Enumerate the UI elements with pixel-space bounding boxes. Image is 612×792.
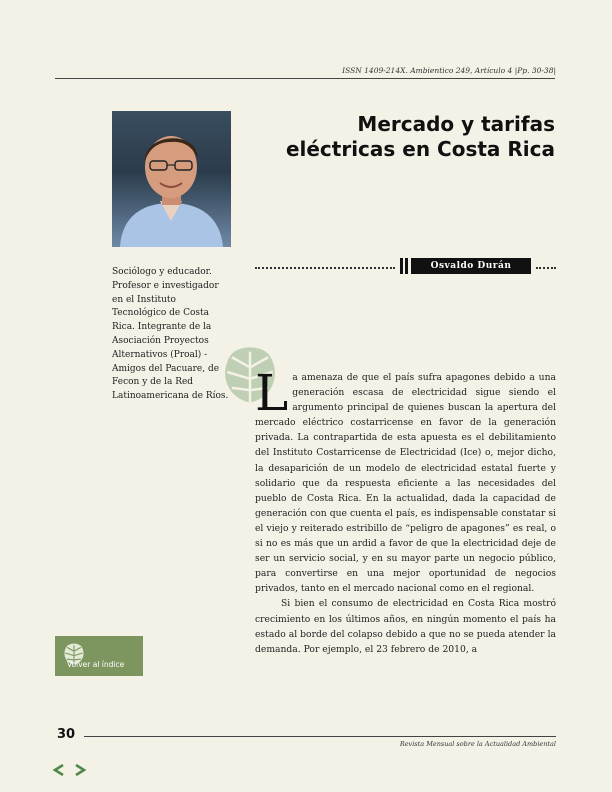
- author-photo: [112, 111, 231, 247]
- footer-divider: [84, 736, 556, 737]
- back-to-index-button[interactable]: [55, 636, 143, 676]
- next-arrow-icon[interactable]: [72, 762, 88, 778]
- author-name: Osvaldo Durán: [411, 258, 531, 274]
- article-body: [255, 364, 556, 657]
- back-to-index-label: Volver al índice: [67, 660, 125, 669]
- prev-arrow-icon[interactable]: [51, 762, 67, 778]
- divider-bar: [405, 258, 408, 274]
- header-divider: [55, 78, 555, 79]
- paragraph: Si bien el consumo de electricidad en Costa Rica mostró crecimiento en los últimos años, en ningún momento el país ha estado al borde del colapso debido a que no se pueda atender la demanda. Por ejemplo, el 23 febrero de 2010, a: [255, 598, 556, 655]
- page-number: 30: [57, 727, 76, 742]
- dotted-divider-left: [255, 267, 395, 269]
- paragraph: [255, 364, 556, 596]
- dotted-divider-right: [536, 267, 556, 269]
- author-portrait-image: [112, 111, 231, 247]
- publication-name: Revista Mensual sobre la Actualidad Ambiental: [399, 740, 556, 748]
- divider-bar: [400, 258, 403, 274]
- header-reference: ISSN 1409-214X. Ambientico 249, Artículo 4 |Pp. 30-38|: [342, 66, 556, 75]
- author-bio: Sociólogo y educador. Profesor e investigador en el Instituto Tecnológico de Costa Rica. Integrante de la Asociación Proyectos Alternativos (Proal) - Amigos del Pacuare, de Fecon y de la Red Latinoamericana de Ríos.: [112, 267, 229, 402]
- title-line-1: Mercado y tarifas: [357, 112, 555, 136]
- title-line-2: eléctricas en Costa Rica: [285, 137, 555, 161]
- article-title: [250, 112, 555, 162]
- paragraph-text: a amenaza de que el país sufra apagones debido a una generación escasa de electricidad sigue siendo el argumento principal de quienes buscan la apertura del mercado eléctrico costarricense en favor de la generación privada. La contrapartida de esta apuesta es el debilitamiento del Instituto Costarricense de Electricidad (Ice) o, mejor dicho, la desaparición de un modelo de electricidad estatal fuerte y solidario que da respuesta eficiente a las necesidades del pueblo de Costa Rica. En la actualidad, dada la capacidad de generación con que cuenta el país, es indispensable constatar si el viejo y reiterado estribillo de “peligro de apagones” es real, o si no es más que un ardid a favor de que la electricidad deje de ser un servicio social, y en su mayor parte un negocio público, para convertirse en una mejor oportunidad de negocios privados, tanto en el mercado nacional como en el regional.: [255, 372, 556, 595]
- drop-cap: L: [255, 364, 289, 422]
